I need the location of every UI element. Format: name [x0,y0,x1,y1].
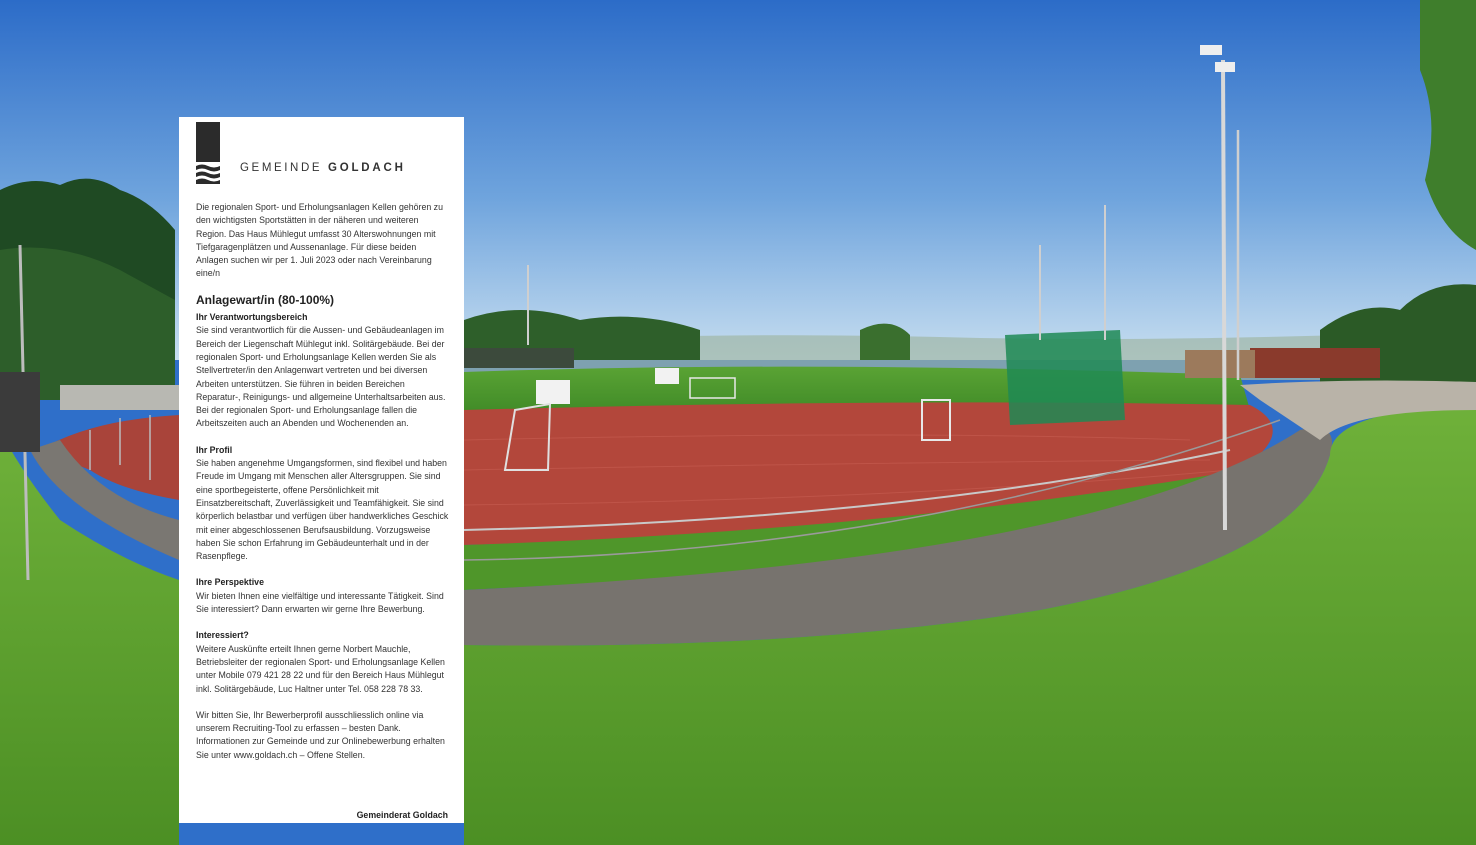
section-heading: Interessiert? [196,630,249,641]
section-text: Wir bieten Ihnen eine vielfältige und interessante Tätigkeit. Sind Sie interessiert? Dann erwarten wir gerne Ihre Bewerbung. [196,590,444,615]
light-pole [1223,60,1225,530]
municipality-name: GEMEINDE GOLDACH [240,162,406,174]
goldach-coat-of-arms-icon [196,122,220,184]
intro-text: Die regionalen Sport- und Erholungsanlagen Kellen gehören zu den wichtigsten Sportstätten in der näheren und weiteren Region. Das Haus Mühlegut umfasst 30 Alterswohnungen mit Tiefgaragenplätzen und Aussenanlage. Für diese beiden Anlagen suchen wir per 1. Juli 2023 oder nach Vereinbarung eine/n [196,202,443,279]
job-title: Anlagewart/in (80-100%) [196,292,335,307]
advertisement-body [196,201,449,775]
municipality-logo [196,122,446,184]
section-heading: Ihr Verantwortungsbereich [196,312,308,323]
section-perspective [196,576,449,616]
section-interested [196,629,449,695]
closing-text: Wir bitten Sie, Ihr Bewerberprofil ausschliesslich online via unserem Recruiting-Tool zu erfassen – besten Dank. Informationen zur Gemeinde und zur Onlinebewerbung erhalten Sie unter www.goldach.ch – Offene Stellen. [196,709,445,760]
section-heading: Ihr Profil [196,444,233,455]
section-heading: Ihre Perspektive [196,577,264,588]
section-profile [196,444,449,564]
signature: Gemeinderat Goldach [356,810,448,820]
hammer-throw-cage [1005,330,1125,425]
section-text: Sie sind verantwortlich für die Aussen- und Gebäudeanlagen im Bereich der Liegenschaft Mühlegut inkl. Solitärgebäude. Bei der regionalen Sport- und Erholungsanlage Kellen werden Sie als Stellvertreter/in den Anlagenwart vertreten und bei diversen Arbeiten unterstützen. Sie führen in beiden Bereichen Reparatur-, Reinigungs- und allgemeine Unterhaltsarbeiten aus. Bei der regionalen Sport- und Erholungsanlage fallen die Arbeitszeiten auch an Abenden und Wochenenden an. [196,325,446,429]
section-responsibilities [196,311,449,431]
section-text: Sie haben angenehme Umgangsformen, sind flexibel und haben Freude im Umgang mit Menschen aller Altersgruppen. Sie sind eine sportbegeisterte, offene Persönlichkeit mit Einsatzbereitschaft, Zuverlässigkeit und Teamfähigkeit. Sie sind körperlich belastbar und verfügen über handwerkliches Geschick mit einer abgeschlossenen Berufsausbildung. Vorzugsweise haben Sie schon Erfahrung im Gebäudeunterhalt und in der Rasenpflege. [196,458,449,562]
job-advertisement [179,117,464,823]
section-text: Weitere Auskünfte erteilt Ihnen gerne Norbert Mauchle, Betriebsleiter der regionalen Sport- und Erholungsanlage Kellen unter Mobile 079 421 28 22 und für den Bereich Haus Mühlegut inkl. Solitärgebäude, Luc Haltner unter Tel. 058 228 78 33. [196,643,445,694]
